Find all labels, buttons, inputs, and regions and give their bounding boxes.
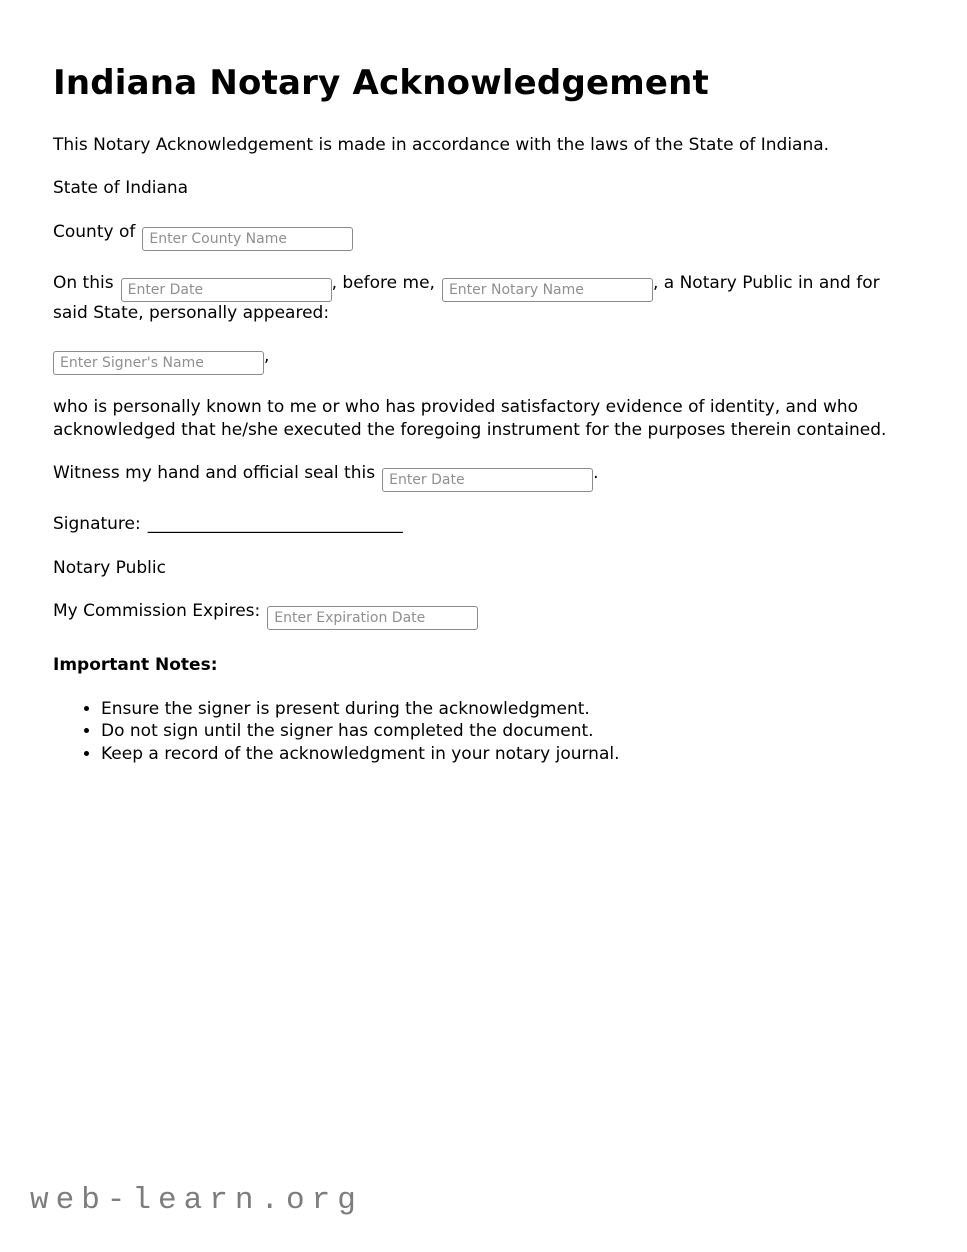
signer-name-input[interactable] — [53, 351, 264, 375]
signer-line — [53, 345, 907, 375]
witness-line — [53, 462, 907, 492]
on-this-post-text: , a Notary Public in and for said State, personally appeared: — [53, 272, 880, 323]
important-notes-list — [53, 698, 907, 766]
notary-document — [53, 0, 907, 765]
note-item: • Keep a record of the acknowledgment in your notary journal. — [101, 743, 907, 766]
expiration-date-input[interactable] — [267, 606, 478, 630]
commission-label: My Commission Expires: — [53, 601, 261, 622]
footer-watermark: web-learn.org — [30, 1183, 363, 1218]
notary-name-input[interactable] — [442, 278, 653, 302]
commission-line — [53, 600, 907, 630]
witness-pre-text: Witness my hand and official seal this — [53, 463, 376, 484]
intro-paragraph: This Notary Acknowledgement is made in accordance with the laws of the State of Indiana. — [53, 134, 830, 155]
signature-blank-line: ______________________________ — [147, 514, 403, 535]
note-item: • Ensure the signer is present during the acknowledgment. — [101, 698, 907, 721]
page-title: Indiana Notary Acknowledgement — [53, 63, 710, 103]
signer-suffix-comma: , — [264, 346, 270, 367]
county-line — [53, 221, 907, 251]
state-line: State of Indiana — [53, 178, 189, 199]
on-this-mid-text: , before me, — [331, 272, 435, 293]
notary-public-line: Notary Public — [53, 557, 166, 578]
signature-label: Signature: — [53, 514, 141, 535]
county-name-input[interactable] — [142, 227, 353, 251]
date-input[interactable] — [121, 278, 332, 302]
important-notes-heading: Important Notes: — [53, 655, 218, 676]
note-item: • Do not sign until the signer has completed the document. — [101, 720, 907, 743]
signature-line — [53, 513, 907, 536]
seal-date-input[interactable] — [382, 468, 593, 492]
on-this-pre-text: On this — [53, 272, 114, 293]
witness-suffix-period: . — [593, 463, 599, 484]
on-this-line — [53, 272, 907, 325]
acknowledgment-paragraph: who is personally known to me or who has provided satisfactory evidence of identity, and who acknowledged that he/she executed the foregoing instrument for the purposes therein contained. — [53, 397, 887, 440]
county-label: County of — [53, 221, 136, 242]
